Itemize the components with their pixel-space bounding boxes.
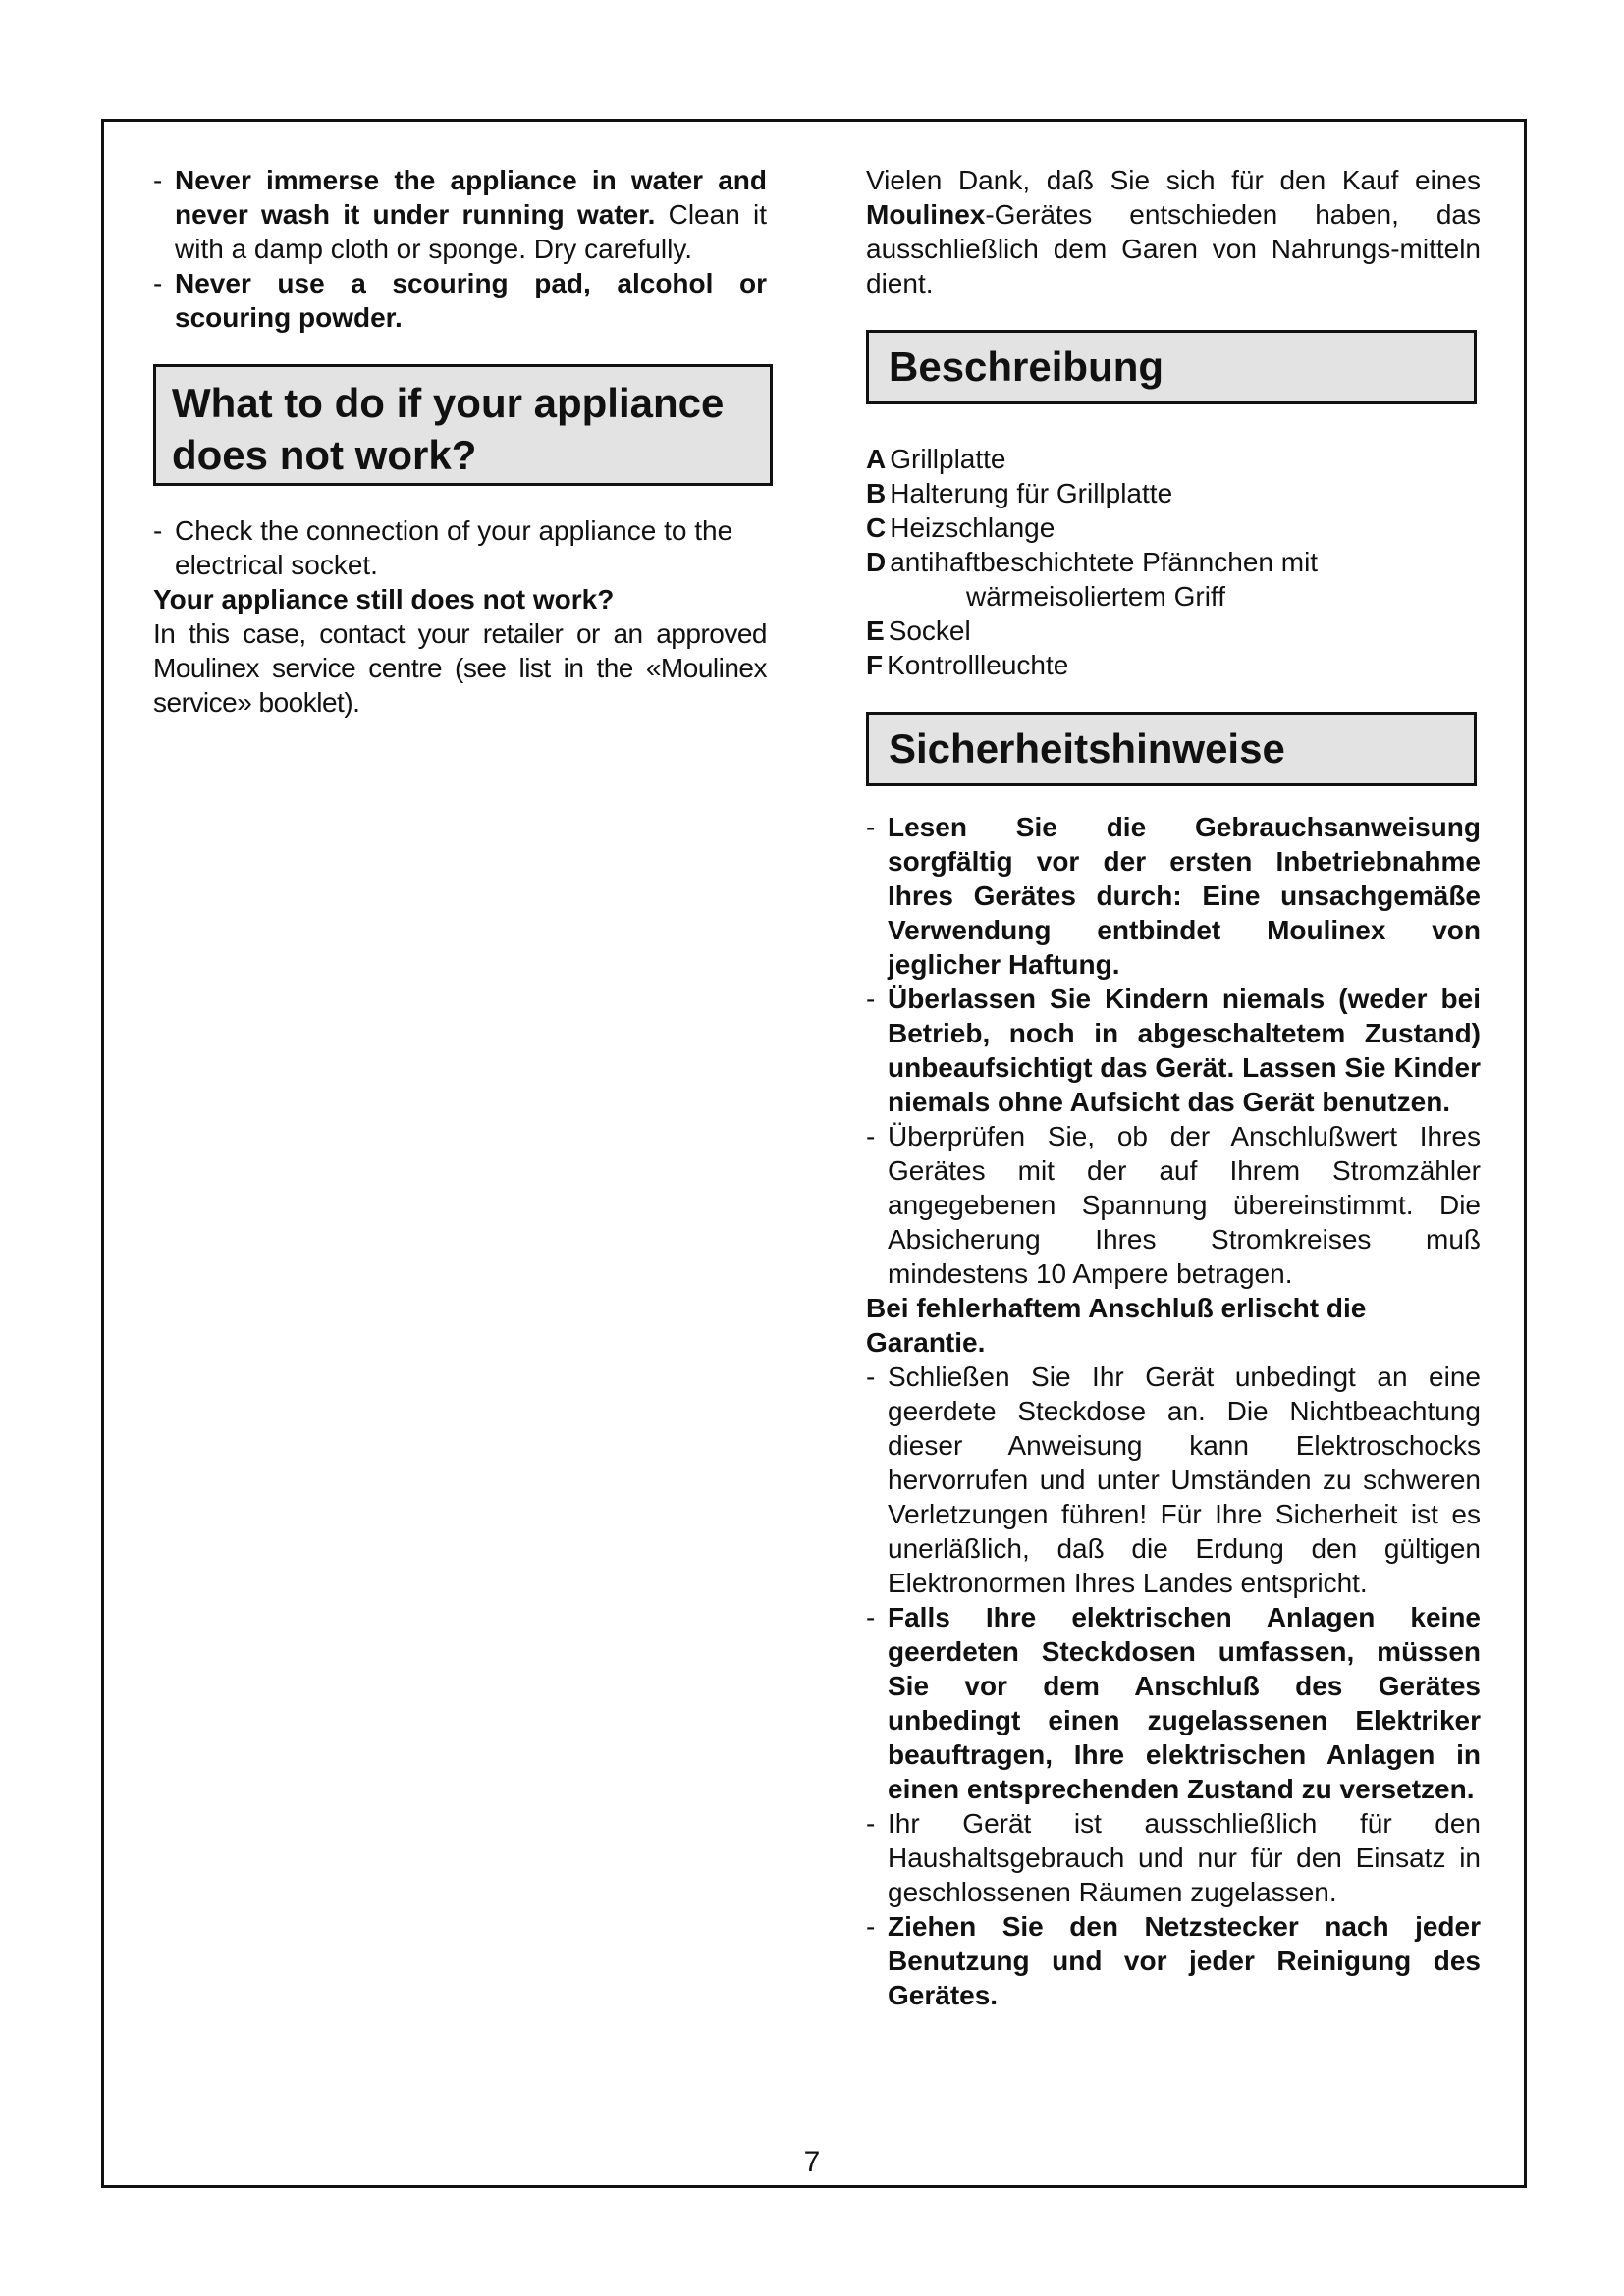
left-column: [153, 163, 767, 720]
care-instruction-scouring: - Never use a scouring pad, alcohol or scouring powder.: [153, 268, 767, 333]
legend-item: E Sockel: [866, 615, 971, 646]
safety-children: - Überlassen Sie Kindern niemals (weder bei Betrieb, noch in abgeschaltetem Zustand) unbeaufsichtigt das Gerät. Lassen Sie Kinder niemals ohne Aufsicht das Gerät benutzen.: [866, 984, 1481, 1117]
contact-service-text: In this case, contact your retailer or an approved Moulinex service centre (see list in the «Moulinex service» booklet).: [153, 618, 767, 718]
care-instruction-immerse: - Never immerse the appliance in water and never wash it under running water. Clean it with a damp cloth or sponge. Dry carefully.: [153, 165, 767, 264]
safety-warranty-warning: Bei fehlerhaftem Anschluß erlischt die Garantie.: [866, 1293, 1367, 1358]
legend-item: C Heizschlange: [866, 512, 1056, 543]
safety-electrician: - Falls Ihre elektrischen Anlagen keine geerdeten Steckdosen umfassen, müssen Sie vor dem Anschluß des Gerätes unbedingt einen zugelassenen Elektriker beauftragen, Ihre elektrischen Anlagen in einen entsprechenden Zustand zu versetzen.: [866, 1602, 1481, 1804]
legend-item: A Grillplatte: [866, 444, 1006, 474]
intro-text: Vielen Dank, daß Sie sich für den Kauf eines Moulinex-Gerätes entschieden haben, das ausschließlich dem Garen von Nahrungs-mitteln dient.: [866, 165, 1481, 298]
safety-household-use: - Ihr Gerät ist ausschließlich für den Haushaltsgebrauch und nur für den Einsatz in geschlossenen Räumen zugelassen.: [866, 1808, 1481, 1907]
legend-item: F Kontrollleuchte: [866, 650, 1069, 680]
safety-voltage: - Überprüfen Sie, ob der Anschlußwert Ihres Gerätes mit der auf Ihrem Stromzähler angegebenen Spannung übereinstimmt. Die Absicherung Ihres Stromkreises muß mindestens 10 Ampere betragen.: [866, 1121, 1481, 1289]
description-heading: Beschreibung: [866, 330, 1477, 404]
right-column: [866, 163, 1481, 2012]
check-connection-text: - Check the connection of your appliance to the electrical socket.: [153, 515, 733, 580]
troubleshooting-heading: What to do if your appliance does not work?: [153, 364, 773, 486]
safety-unplug: - Ziehen Sie den Netzstecker nach jeder Benutzung und vor jeder Reinigung des Gerätes.: [866, 1911, 1481, 2010]
safety-heading: Sicherheitshinweise: [866, 712, 1477, 786]
parts-legend: [866, 442, 1481, 682]
safety-read-instructions: - Lesen Sie die Gebrauchsanweisung sorgfältig vor der ersten Inbetriebnahme Ihres Gerätes durch: Eine unsachgemäße Verwendung entbindet Moulinex von jeglicher Haftung.: [866, 812, 1481, 980]
still-not-working-title: Your appliance still does not work?: [153, 584, 615, 614]
legend-item: B Halterung für Grillplatte: [866, 478, 1173, 508]
safety-earthing: - Schließen Sie Ihr Gerät unbedingt an eine geerdete Steckdose an. Die Nichtbeachtung dieser Anweisung kann Elektroschocks hervorrufen und unter Umständen zu schweren Verletzungen führen! Für Ihre Sicherheit ist es unerläßlich, daß die Erdung den gültigen Elektronormen Ihres Landes entspricht.: [866, 1362, 1481, 1598]
legend-item: D antihaftbeschichtete Pfännchen mit: [866, 547, 1319, 577]
page-number: 7: [803, 2146, 821, 2178]
legend-item-continuation: wärmeisoliertem Griff: [966, 581, 1225, 612]
